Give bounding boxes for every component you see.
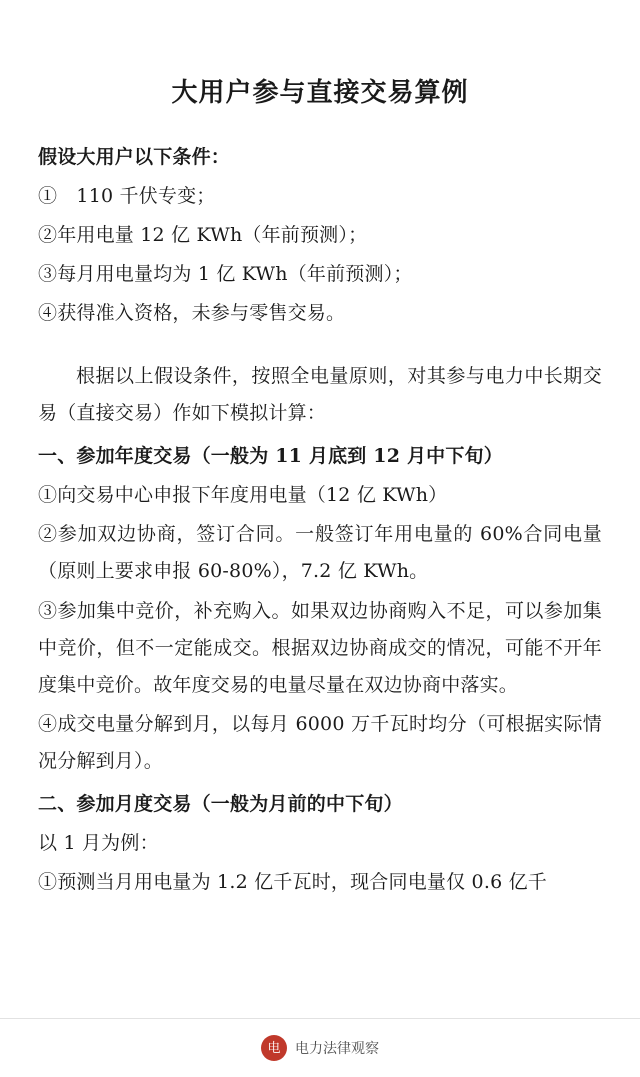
paragraph-condition-2: ②年用电量 12 亿 KWh（年前预测）；: [38, 224, 368, 247]
paragraph-monthly-example: 以 1 月为例：: [38, 831, 159, 854]
section-heading-annual-trading: 一、参加年度交易（一般为 11 月底到 12 月中下旬）: [38, 445, 503, 468]
footer-account[interactable]: [261, 1035, 379, 1061]
paragraph-monthly-step-1: ①预测当月用电量为 1.2 亿千瓦时，现合同电量仅 0.6 亿千: [38, 870, 547, 893]
paragraph-intro: 根据以上假设条件，按照全电量原则，对其参与电力中长期交易（直接交易）作如下模拟计算：: [38, 365, 602, 425]
paragraph-annual-step-2: ②参加双边协商，签订合同。一般签订年用电量的 60%合同电量（原则上要求申报 60-80%），7.2 亿 KWh。: [38, 523, 602, 583]
footer-bar: [0, 1018, 640, 1077]
paragraph-annual-step-1: ①向交易中心申报下年度用电量（12 亿 KWh）: [38, 484, 448, 507]
paragraph-condition-1: ① 110 千伏专变；: [38, 185, 216, 208]
page-title: 大用户参与直接交易算例: [171, 78, 469, 108]
paragraph-condition-4: ④获得准入资格，未参与零售交易。: [38, 302, 346, 325]
paragraph-annual-step-4: ④成交电量分解到月，以每月 6000 万千瓦时均分（可根据实际情况分解到月）。: [38, 712, 602, 772]
document-body: [38, 72, 602, 973]
section-heading-monthly-trading: 二、参加月度交易（一般为月前的中下旬）: [38, 792, 403, 815]
account-logo-icon: 电: [261, 1035, 287, 1061]
account-name-label: 电力法律观察: [295, 1041, 379, 1057]
paragraph-annual-step-3: ③参加集中竞价，补充购入。如果双边协商购入不足，可以参加集中竞价，但不一定能成交。根据双边协商成交的情况，可能不开年度集中竞价。故年度交易的电量尽量在双边协商中落实。: [38, 599, 602, 696]
paragraph-assumption-heading: 假设大用户以下条件：: [38, 146, 231, 168]
paragraph-condition-3: ③每月用电量均为 1 亿 KWh（年前预测）；: [38, 263, 413, 286]
